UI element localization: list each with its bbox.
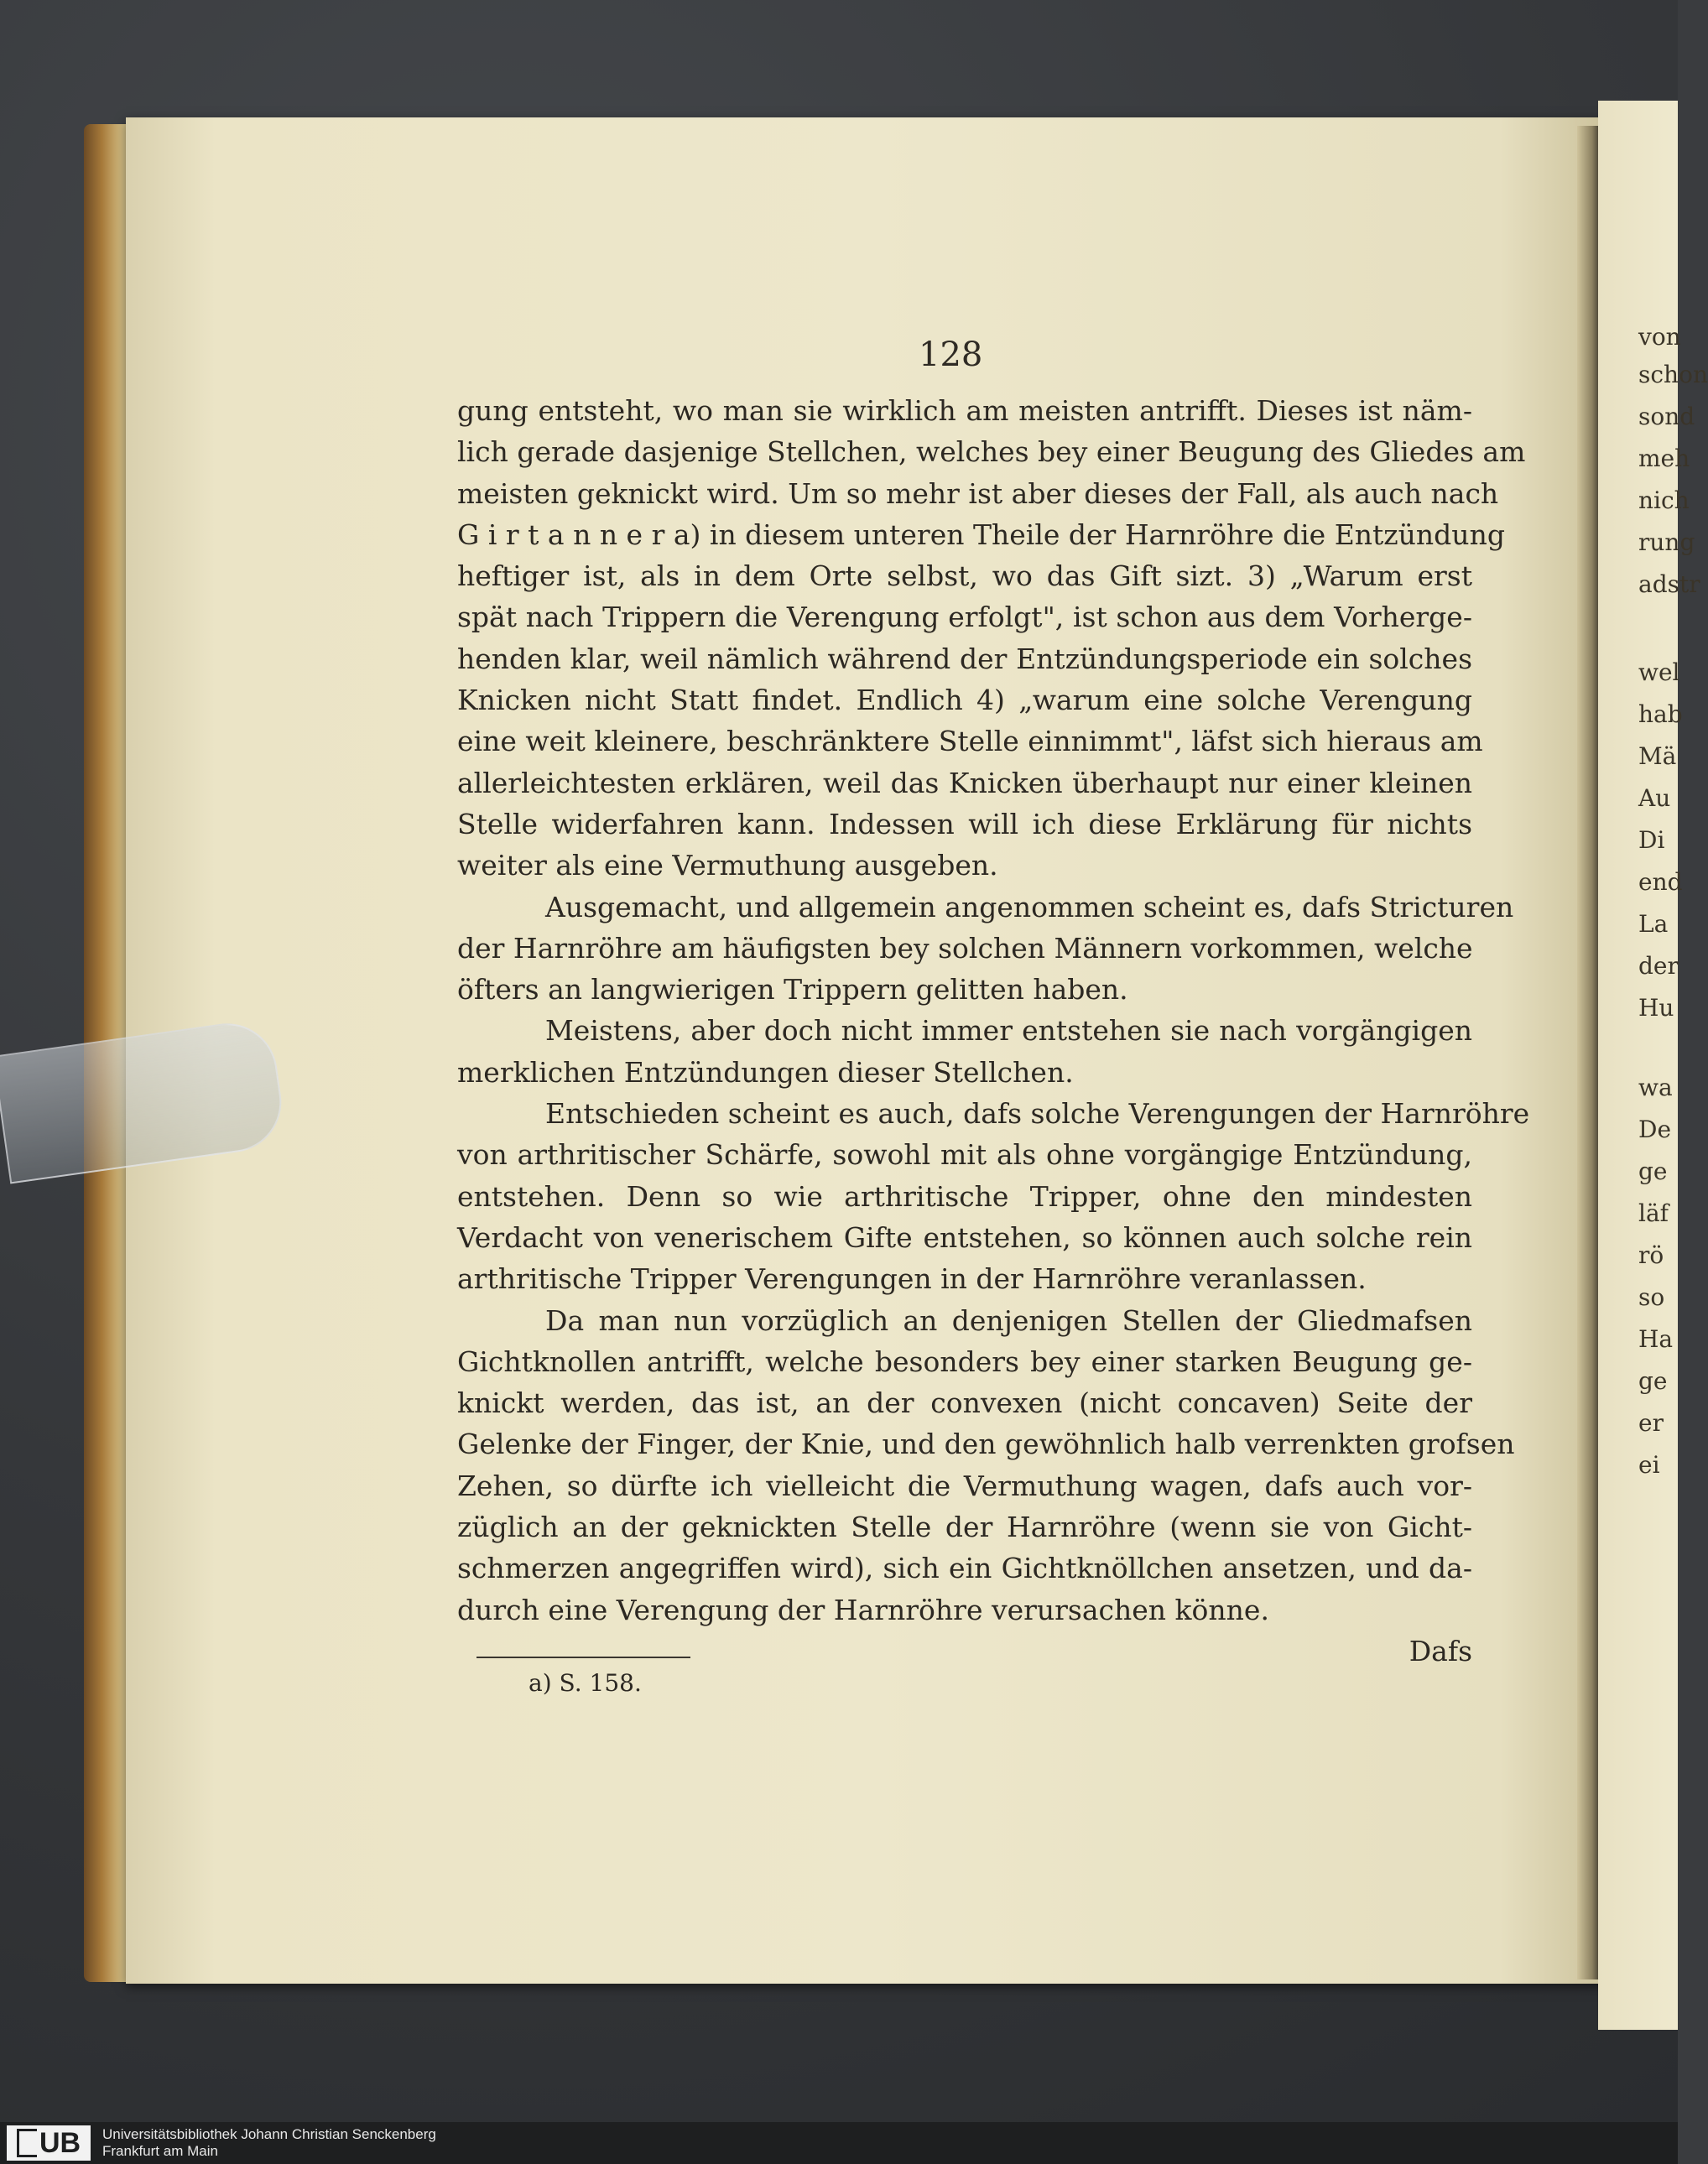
page-number: 128 [919, 336, 983, 374]
text-line: weiter als eine Vermuthung ausgeben. [457, 849, 998, 882]
facing-page-fragment: rö [1638, 1241, 1664, 1269]
facing-page-fragment: Di [1638, 826, 1665, 854]
text-line: Stelle widerfahren kann. Indessen will ich diese Erklärung für nichts [457, 807, 1472, 840]
text-line: arthritische Tripper Verengungen in der Harnröhre veranlassen. [457, 1262, 1367, 1296]
text-line: züglich an der geknickten Stelle der Harnröhre (wenn sie von Gicht- [457, 1511, 1472, 1544]
text-line: schmerzen angegriffen wird), sich ein Gichtknöllchen ansetzen, und da- [457, 1552, 1472, 1585]
facing-page-fragment: Ha [1638, 1325, 1674, 1353]
facing-page-fragment: Au [1638, 784, 1671, 812]
text-line: durch eine Verengung der Harnröhre verursachen könne. [457, 1593, 1269, 1626]
facing-page-fragment: ge [1638, 1367, 1668, 1395]
text-line: Gichtknollen antrifft, welche besonders bey einer starken Beugung ge- [457, 1345, 1472, 1378]
facing-page-fragment: hab [1638, 700, 1683, 728]
text-line: Ausgemacht, und allgemein angenommen scheint es, dafs Stricturen [545, 890, 1514, 923]
text-line: Gelenke der Finger, der Knie, und den gewöhnlich halb verrenkten grofsen [457, 1428, 1515, 1461]
facing-page [1598, 101, 1708, 2030]
text-line: spät nach Trippern die Verengung erfolgt", ist schon aus dem Vorherge- [457, 601, 1472, 634]
text-line: knickt werden, das ist, an der convexen (nicht concaven) Seite der [457, 1386, 1472, 1420]
text-line: henden klar, weil nämlich während der Entzündungsperiode ein solches [457, 642, 1472, 675]
facing-page-fragment: so [1638, 1283, 1665, 1311]
text-line: Da man nun vorzüglich an denjenigen Stellen der Gliedmafsen [545, 1303, 1472, 1337]
facing-page-fragment: Mä [1638, 742, 1677, 770]
text-line: gung entsteht, wo man sie wirklich am meisten antrifft. Dieses ist näm- [457, 394, 1472, 427]
facing-page-fragment: rung [1638, 528, 1695, 556]
facing-page-fragment: De [1638, 1116, 1672, 1143]
library-logo [7, 2125, 91, 2161]
library-city: Frankfurt am Main [102, 2143, 218, 2159]
facing-page-fragment: von [1638, 323, 1681, 351]
text-line: meisten geknickt wird. Um so mehr ist aber dieses der Fall, als auch nach [457, 476, 1499, 510]
facing-page-fragment: nich [1638, 486, 1690, 514]
library-credit [102, 2126, 436, 2160]
facing-page-fragment: er [1638, 1409, 1664, 1437]
text-line: öfters an langwierigen Trippern gelitten haben. [457, 973, 1128, 1007]
logo-text: UB [39, 2126, 81, 2159]
facing-page-fragment: La [1638, 910, 1669, 938]
body-text [457, 390, 1530, 1672]
text-line: merklichen Entzündungen dieser Stellchen. [457, 1055, 1074, 1089]
text-line: lich gerade dasjenige Stellchen, welches bey einer Beugung des Gliedes am [457, 435, 1526, 469]
text-line: Entschieden scheint es auch, dafs solche Verengungen der Harnröhre [545, 1097, 1530, 1131]
logo-bracket-icon [17, 2129, 37, 2157]
text-line: Dafs [1409, 1634, 1472, 1667]
text-line: der Harnröhre am häufigsten bey solchen Männern vorkommen, welche [457, 931, 1473, 965]
facing-page-fragment: adstr [1638, 570, 1700, 598]
text-line: allerleichtesten erklären, weil das Knicken überhaupt nur einer kleinen [457, 766, 1472, 799]
text-line: von arthritischer Schärfe, sowohl mit als ohne vorgängige Entzündung, [457, 1138, 1472, 1172]
facing-page-fragment: ei [1638, 1451, 1660, 1479]
facing-page-fragment: wa [1638, 1074, 1673, 1101]
facing-page-fragment: läf [1638, 1199, 1669, 1227]
facing-page-fragment: ge [1638, 1157, 1668, 1185]
text-line: Verdacht von venerischem Gifte entstehen, so können auch solche rein [457, 1220, 1472, 1254]
facing-page-fragment: schon [1638, 361, 1708, 388]
library-name: Universitätsbibliothek Johann Christian Senckenberg [102, 2126, 436, 2142]
facing-page-fragment: Hu [1638, 994, 1674, 1022]
text-line: eine weit kleinere, beschränktere Stelle einnimmt", läfst sich hieraus am [457, 725, 1483, 758]
text-line: Meistens, aber doch nicht immer entstehen sie nach vorgängigen [545, 1014, 1472, 1048]
facing-page-fragment: wel [1638, 658, 1680, 686]
text-line: Zehen, so dürfte ich vielleicht die Vermuthung wagen, dafs auch vor- [457, 1469, 1472, 1502]
facing-page-fragment: sond [1638, 403, 1695, 430]
text-line: Knicken nicht Statt findet. Endlich 4) „warum eine solche Verengung [457, 684, 1472, 717]
facing-page-fragment: meh [1638, 445, 1690, 472]
text-line: entstehen. Denn so wie arthritische Tripper, ohne den mindesten [457, 1179, 1472, 1213]
facing-page-fragment: der [1638, 952, 1679, 980]
facing-page-fragment: end [1638, 868, 1683, 896]
text-line: heftiger ist, als in dem Orte selbst, wo das Gift sizt. 3) „Warum erst [457, 559, 1472, 593]
footnote: a) S. 158. [529, 1669, 642, 1697]
footnote-divider [476, 1657, 690, 1658]
text-line: G i r t a n n e r a) in diesem unteren Theile der Harnröhre die Entzündung [457, 518, 1505, 551]
footer-bar [0, 2122, 1678, 2164]
